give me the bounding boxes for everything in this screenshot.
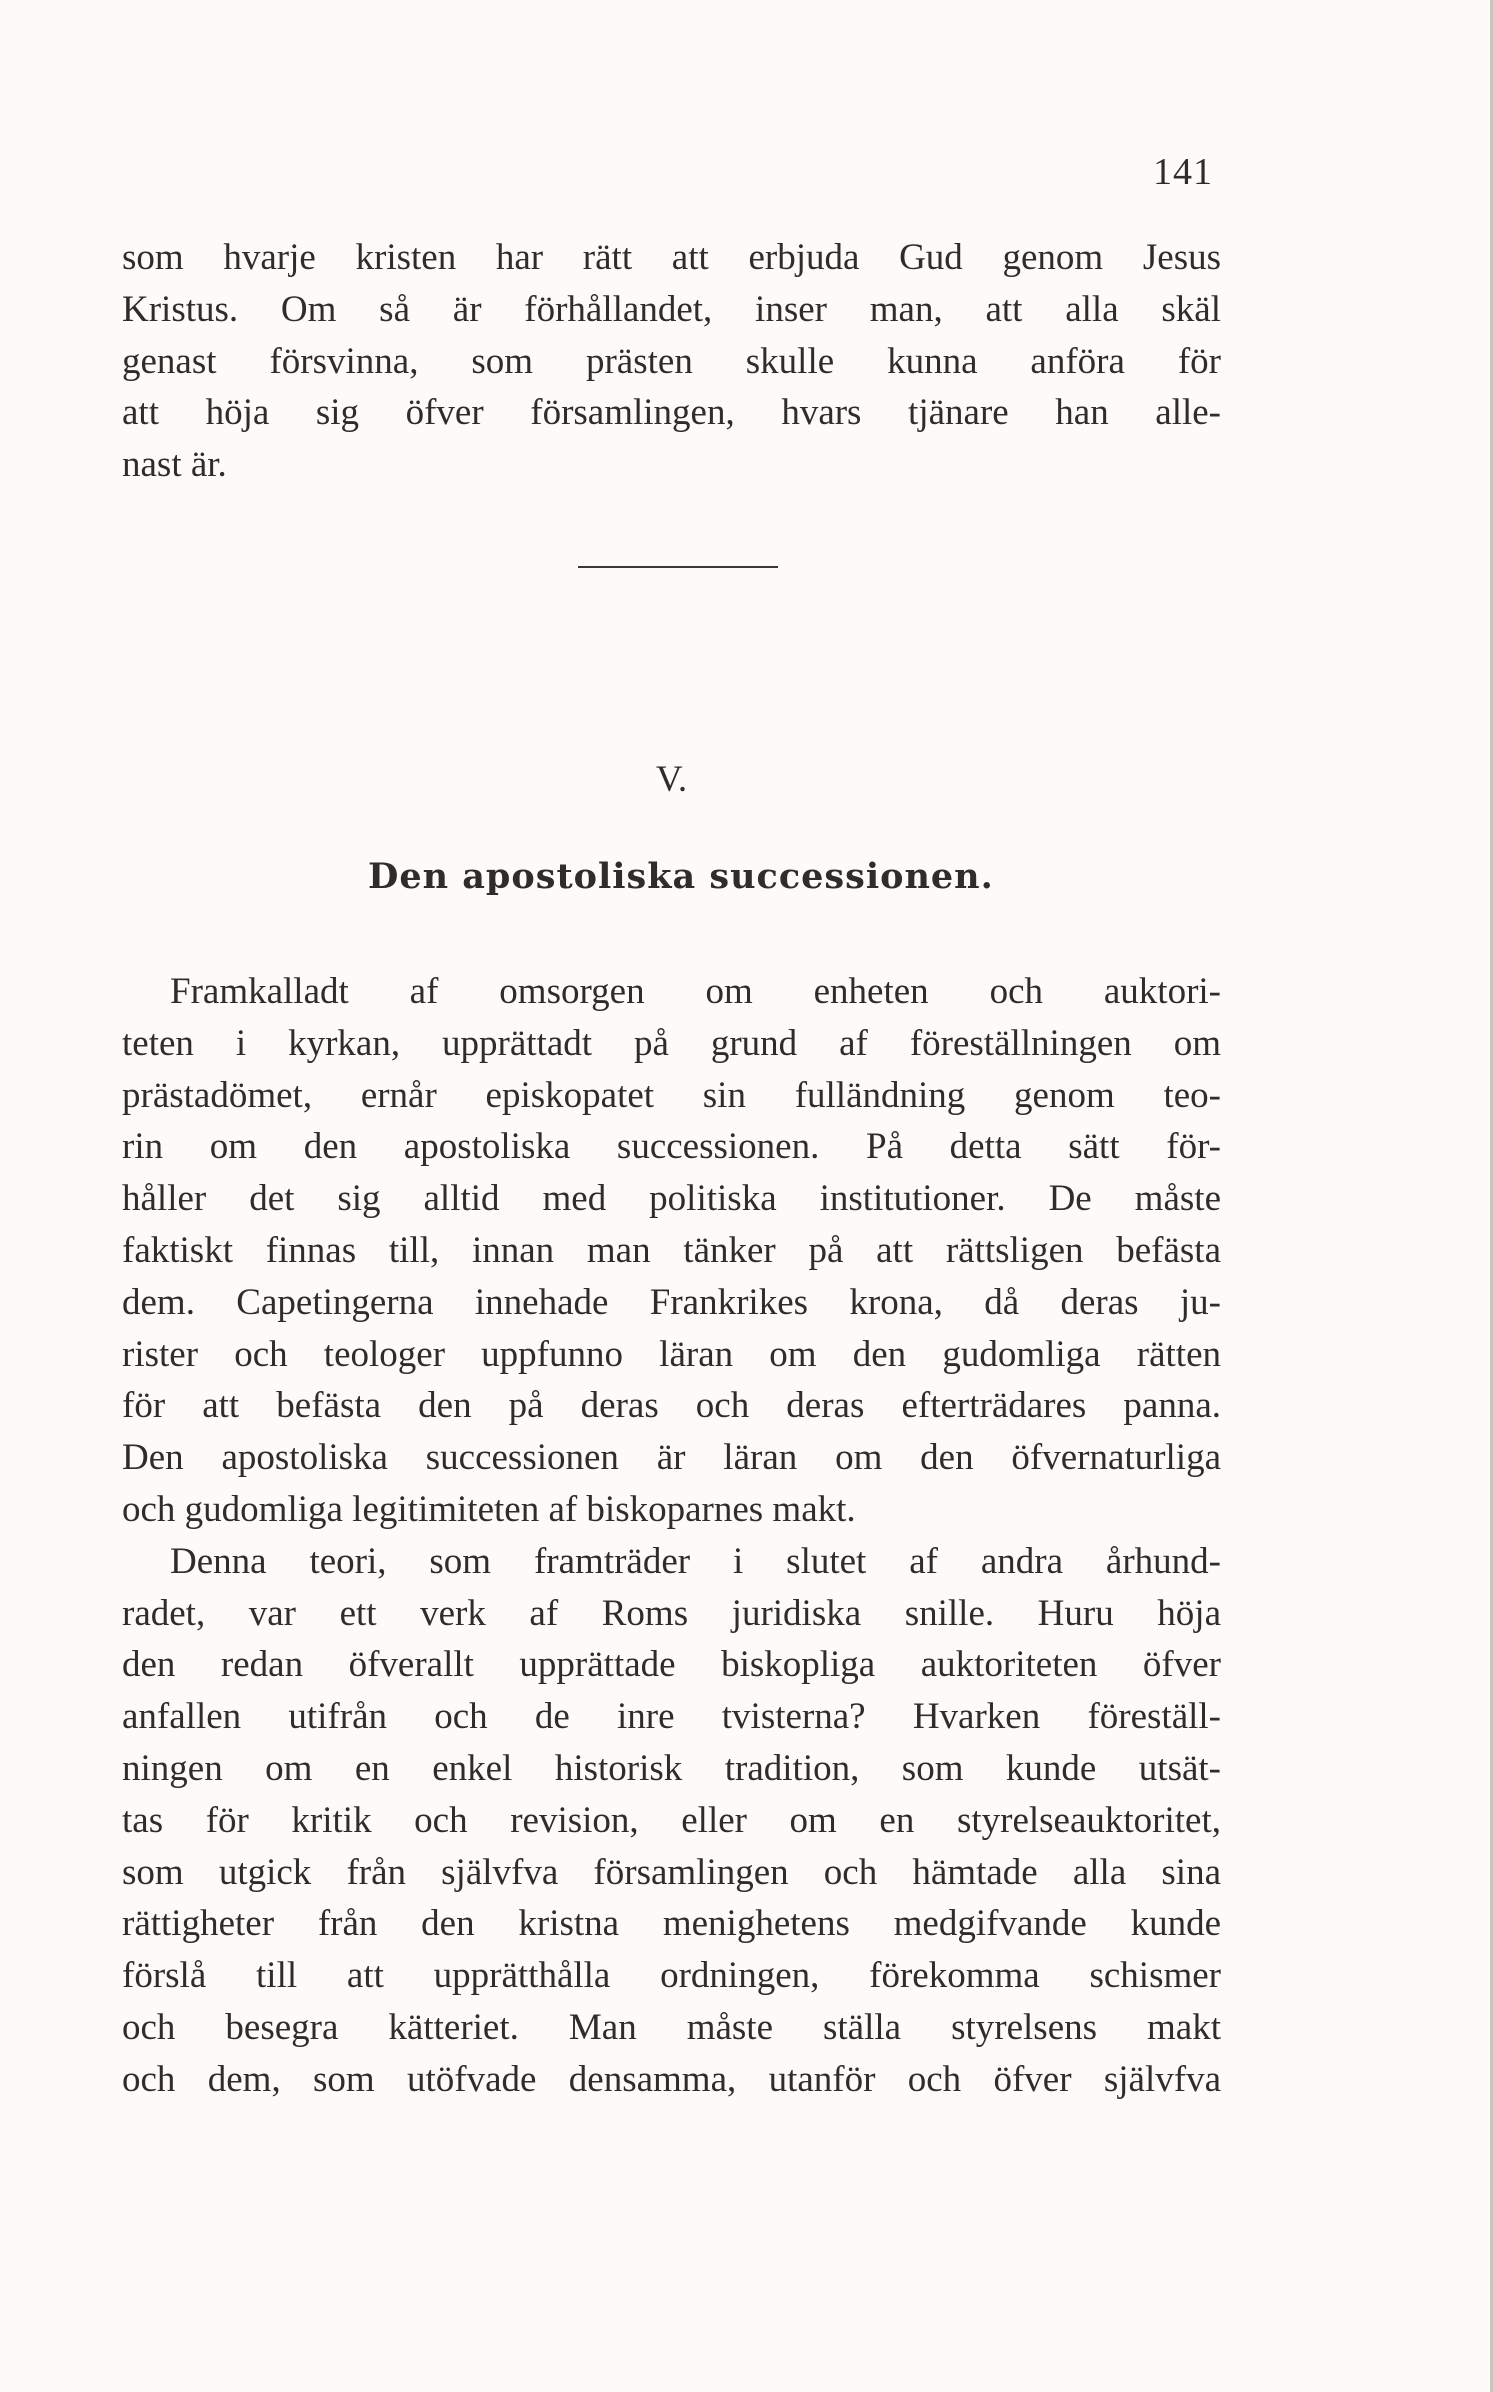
text-line: radet, var ett verk af Roms juridiska snille. Huru höja (122, 1592, 1221, 1634)
text-line: och gudomliga legitimiteten af biskoparnes makt. (122, 1488, 856, 1530)
text-line: tas för kritik och revision, eller om en styrelseauktoritet, (122, 1799, 1221, 1841)
section-number: V. (655, 759, 688, 800)
text-line: Kristus. Om så är förhållandet, inser man, att alla skäl (122, 288, 1221, 330)
paragraph-first-line: Denna teori, som framträder i slutet af andra århund- (170, 1540, 1221, 1582)
text-line: som hvarje kristen har rätt att erbjuda Gud genom Jesus (122, 237, 1221, 278)
text-line: för att befästa den på deras och deras efterträdares panna. (122, 1385, 1221, 1427)
text-line: och besegra kätteriet. Man måste ställa styrelsens makt (122, 2006, 1221, 2048)
text-line: anfallen utifrån och de inre tvisterna? Hvarken föreställ- (122, 1696, 1221, 1738)
body-text (122, 966, 1221, 2106)
page-number: 141 (1153, 151, 1213, 193)
text-line: rin om den apostoliska successionen. På detta sätt för- (122, 1126, 1221, 1168)
text-line: den redan öfverallt upprättade biskopliga auktoriteten öfver (122, 1644, 1221, 1686)
text-line: genast försvinna, som prästen skulle kunna anföra för (122, 340, 1221, 382)
text-line: teten i kyrkan, upprättadt på grund af föreställningen om (122, 1022, 1221, 1064)
text-line: rister och teologer uppfunno läran om den gudomliga rätten (122, 1333, 1221, 1375)
text-line: prästadömet, ernår episkopatet sin fulländning genom teo- (122, 1074, 1221, 1116)
text-line: nast är. (122, 444, 227, 486)
text-line: rättigheter från den kristna menighetens medgifvande kunde (122, 1903, 1221, 1945)
text-line: förslå till att upprätthålla ordningen, förekomma schismer (122, 1955, 1221, 1997)
text-line: håller det sig alltid med politiska institutioner. De måste (122, 1178, 1221, 1220)
text-line: att höja sig öfver församlingen, hvars tjänare han alle- (122, 392, 1221, 434)
intro-paragraph (122, 232, 1221, 491)
text-line: ningen om en enkel historisk tradition, som kunde utsät- (122, 1747, 1221, 1789)
section-separator (578, 566, 778, 568)
text-line: dem. Capetingerna innehade Frankrikes krona, då deras ju- (122, 1281, 1221, 1323)
text-line: som utgick från självfva församlingen och hämtade alla sina (122, 1851, 1221, 1893)
section-title: Den apostoliska successionen. (368, 856, 994, 897)
paragraph-first-line: Framkalladt af omsorgen om enheten och auktori- (170, 971, 1221, 1012)
text-line: faktiskt finnas till, innan man tänker på att rättsligen befästa (122, 1229, 1221, 1271)
text-line: Den apostoliska successionen är läran om den öfvernaturliga (122, 1437, 1221, 1479)
text-line: och dem, som utöfvade densamma, utanför och öfver självfva (122, 2058, 1221, 2100)
